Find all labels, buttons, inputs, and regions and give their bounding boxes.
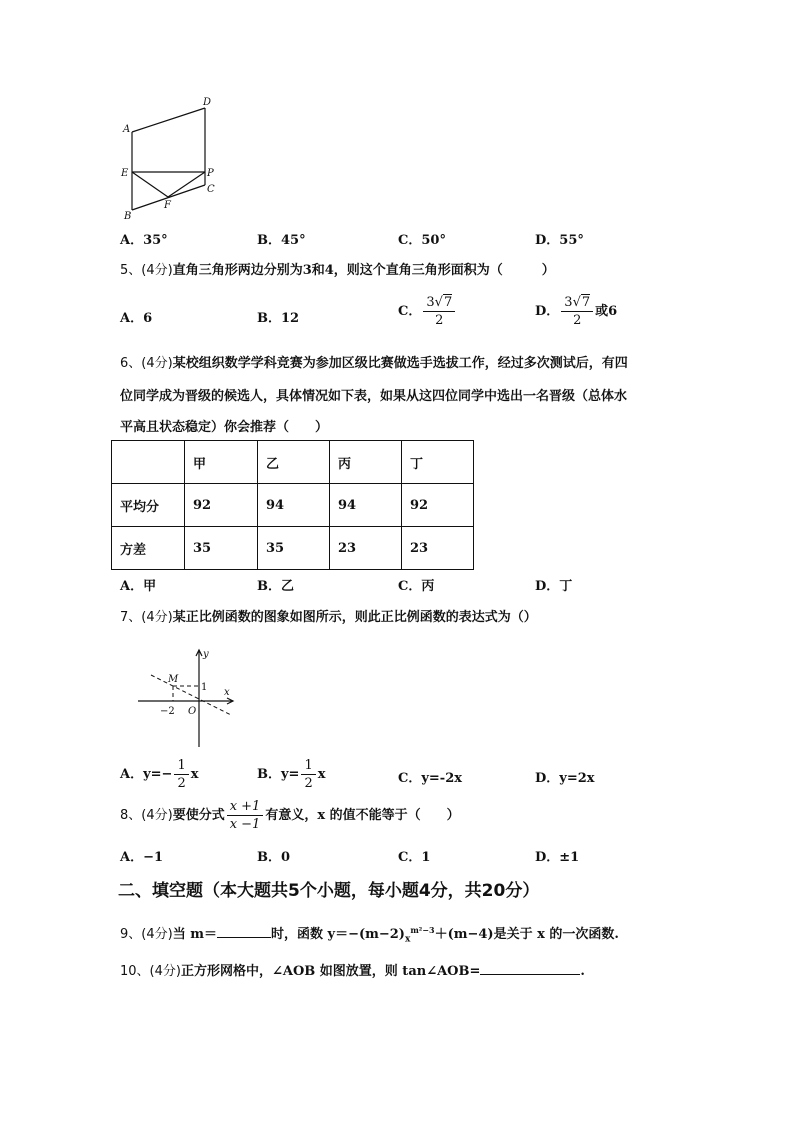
q5-c-coef: 3	[426, 295, 435, 310]
q4-option-b[interactable]: B．45°	[257, 233, 306, 248]
table-header-cell: 乙	[258, 441, 330, 484]
q7-label-one: 1	[201, 682, 208, 693]
q8-stem	[120, 798, 460, 833]
table-cell: 94	[258, 484, 330, 527]
table-cell: 35	[258, 527, 330, 570]
q6-option-d[interactable]: D．丁	[535, 579, 573, 594]
q6-stem-line3: 平高且状态稳定）你会推荐（ ）	[120, 420, 329, 435]
q10-stem	[120, 960, 585, 979]
q4-label-c: C	[207, 184, 215, 195]
q4-line-pf	[168, 172, 205, 197]
q8-suffix: 有意义，x 的值不能等于（ ）	[265, 808, 460, 823]
q7-option-b-label: B．y=	[257, 767, 300, 782]
q5-option-c-label: C．	[398, 304, 422, 319]
q8-option-c[interactable]: C．1	[398, 850, 431, 865]
section2-heading: 二、填空题（本大题共5个小题，每小题4分，共20分）	[118, 881, 540, 901]
q10-end: .	[580, 964, 585, 979]
q5-d-coef: 3	[564, 295, 573, 310]
q9-stem	[120, 923, 619, 945]
q5-option-d-fraction: $\frac{3√7}{2}$	[561, 294, 593, 329]
q9-number: 9、(4分)	[120, 927, 173, 942]
q8-frac-num: x +1	[227, 798, 264, 816]
q7-label-origin: O	[188, 706, 197, 717]
q5-option-b[interactable]: B．12	[257, 311, 300, 326]
q7-b-den: 2	[304, 776, 313, 791]
table-header-cell: 丙	[330, 441, 402, 484]
q4-label-b: B	[124, 211, 132, 222]
q7-label-y: y	[203, 649, 209, 660]
q7-label-neg-two: −2	[160, 706, 175, 717]
q6-option-c[interactable]: C．丙	[398, 579, 435, 594]
q6-stem-line2: 位同学成为晋级的候选人，具体情况如下表，如果从这四位同学中选出一名晋级（总体水	[120, 389, 628, 404]
q5-option-d-suffix: 或6	[595, 304, 618, 319]
q4-option-d[interactable]: D．55°	[535, 233, 584, 248]
q5-option-a[interactable]: A．6	[120, 311, 153, 326]
q7-label-m: M	[168, 674, 179, 685]
table-cell: 94	[330, 484, 402, 527]
q4-label-a: A	[123, 124, 131, 135]
q4-option-a[interactable]: A．35°	[120, 233, 168, 248]
q4-label-p: P	[207, 168, 214, 179]
q4-label-d: D	[203, 97, 212, 108]
q9-part3: ＋(m−4)是关于 x 的一次函数.	[434, 927, 619, 942]
q7-a-den: 2	[177, 776, 186, 791]
table-cell: 平均分	[112, 484, 185, 527]
q4-label-f: F	[164, 200, 171, 211]
q10-text: 正方形网格中，∠AOB 如图放置，则 tan∠AOB=	[180, 964, 481, 979]
table-cell: 92	[185, 484, 258, 527]
q7-option-a-label: A．y=−	[120, 767, 173, 782]
q7-option-c[interactable]: C．y=-2x	[398, 771, 462, 786]
table-header-cell	[112, 441, 185, 484]
q7-option-a-var: x	[190, 767, 199, 782]
q8-number: 8、(4分)	[120, 808, 173, 823]
q8-fraction	[227, 798, 264, 833]
q5-number: 5、(4分)	[120, 263, 173, 278]
q8-prefix: 要使分式	[172, 808, 225, 823]
q8-option-b[interactable]: B．0	[257, 850, 291, 865]
q9-part1: 当 m＝	[172, 927, 217, 942]
q7-number: 7、(4分)	[120, 610, 173, 625]
q9-answer-blank[interactable]	[217, 937, 271, 938]
q7-option-a-fraction	[174, 757, 188, 792]
q7-option-b-var: x	[317, 767, 326, 782]
table-header-cell: 丁	[402, 441, 474, 484]
q9-base: x	[404, 934, 411, 945]
q8-option-a[interactable]: A．−1	[120, 850, 164, 865]
q6-line1: 某校组织数学学科竞赛为参加区级比赛做选手选拔工作，经过多次测试后，有四	[172, 356, 628, 371]
q5-d-radicand: 7	[581, 295, 591, 310]
q7-option-b[interactable]	[257, 757, 325, 792]
q6-table	[111, 440, 474, 570]
q5-option-d-label: D．	[535, 304, 560, 319]
q4-figure	[115, 92, 225, 227]
q4-option-c[interactable]: C．50°	[398, 233, 446, 248]
q5-option-c[interactable]	[398, 294, 457, 329]
q9-exponent: m²−3	[410, 925, 435, 935]
table-cell: 方差	[112, 527, 185, 570]
q6-option-a[interactable]: A．甲	[120, 579, 157, 594]
q7-label-x: x	[224, 687, 230, 698]
q9-part2: 时，函数 y＝−(m−2)	[270, 927, 405, 942]
q4-label-e: E	[121, 168, 129, 179]
table-cell: 23	[402, 527, 474, 570]
q7-graph	[135, 645, 240, 750]
q7-option-a[interactable]	[120, 757, 198, 792]
q6-stem-line1	[120, 352, 628, 371]
table-header-row	[112, 441, 474, 484]
q5-c-radicand: 7	[443, 295, 453, 310]
q7-a-num: 1	[174, 757, 188, 775]
table-cell: 35	[185, 527, 258, 570]
q7-option-d[interactable]: D．y=2x	[535, 771, 595, 786]
q6-option-b[interactable]: B．乙	[257, 579, 294, 594]
q5-d-den: 2	[573, 313, 582, 328]
table-row	[112, 527, 474, 570]
q7-text: 某正比例函数的图象如图所示，则此正比例函数的表达式为（）	[172, 610, 537, 625]
q5-option-c-fraction: $\frac{3√7}{2}$	[423, 294, 455, 329]
q7-option-b-fraction	[301, 757, 315, 792]
table-cell: 92	[402, 484, 474, 527]
q7-stem	[120, 606, 537, 625]
q5-option-d[interactable]	[535, 294, 617, 329]
q7-b-num: 1	[301, 757, 315, 775]
q5-c-den: 2	[435, 313, 444, 328]
q5-text: 直角三角形两边分别为3和4，则这个直角三角形面积为（ ）	[172, 263, 555, 278]
q10-answer-blank[interactable]	[480, 974, 580, 975]
table-cell: 23	[330, 527, 402, 570]
q10-number: 10、(4分)	[120, 964, 181, 979]
q4-line-ef	[132, 172, 168, 197]
table-row	[112, 484, 474, 527]
q8-frac-den: x −1	[229, 817, 261, 832]
q4-line-ad	[132, 108, 205, 132]
q8-option-d[interactable]: D．±1	[535, 850, 580, 865]
q6-number: 6、(4分)	[120, 356, 173, 371]
table-header-cell: 甲	[185, 441, 258, 484]
q5-stem	[120, 259, 555, 278]
